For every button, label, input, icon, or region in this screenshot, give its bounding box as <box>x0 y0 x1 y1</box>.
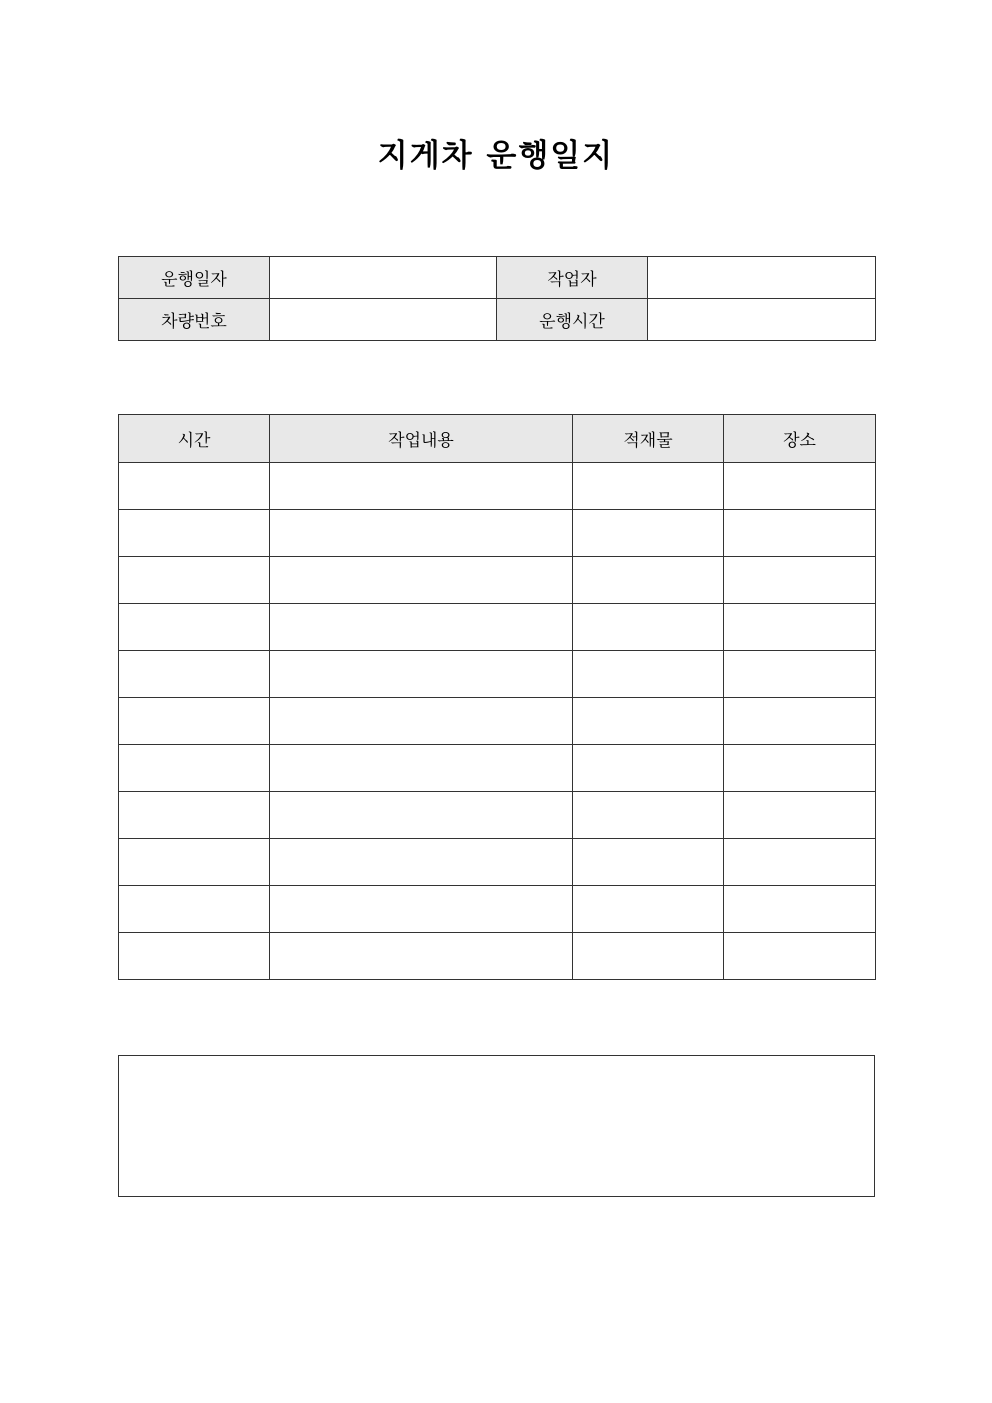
info-row-2 <box>119 299 876 341</box>
location-cell[interactable] <box>724 792 876 839</box>
time-cell[interactable] <box>119 698 270 745</box>
load-cell[interactable] <box>573 792 724 839</box>
worker-label: 작업자 <box>497 257 648 299</box>
location-cell[interactable] <box>724 745 876 792</box>
load-cell[interactable] <box>573 557 724 604</box>
time-cell[interactable] <box>119 745 270 792</box>
document-title: 지게차 운행일지 <box>377 138 615 174</box>
load-cell[interactable] <box>573 510 724 557</box>
info-table <box>118 256 876 341</box>
operation-time-label: 운행시간 <box>497 299 648 341</box>
location-cell[interactable] <box>724 604 876 651</box>
table-row <box>119 792 876 839</box>
time-cell[interactable] <box>119 557 270 604</box>
table-row <box>119 745 876 792</box>
operation-date-field[interactable] <box>270 257 497 299</box>
table-row <box>119 510 876 557</box>
table-row <box>119 463 876 510</box>
load-cell[interactable] <box>573 604 724 651</box>
work-content-cell[interactable] <box>270 463 573 510</box>
location-cell[interactable] <box>724 886 876 933</box>
time-cell[interactable] <box>119 651 270 698</box>
work-content-cell[interactable] <box>270 604 573 651</box>
work-content-cell[interactable] <box>270 886 573 933</box>
time-cell[interactable] <box>119 933 270 980</box>
table-row <box>119 839 876 886</box>
table-row <box>119 886 876 933</box>
operation-time-field[interactable] <box>648 299 876 341</box>
location-cell[interactable] <box>724 933 876 980</box>
work-content-cell[interactable] <box>270 698 573 745</box>
header-time: 시간 <box>119 415 270 463</box>
work-content-cell[interactable] <box>270 510 573 557</box>
log-body <box>119 463 876 980</box>
time-cell[interactable] <box>119 463 270 510</box>
load-cell[interactable] <box>573 463 724 510</box>
load-cell[interactable] <box>573 745 724 792</box>
load-cell[interactable] <box>573 839 724 886</box>
load-cell[interactable] <box>573 886 724 933</box>
memo-box[interactable] <box>118 1055 875 1197</box>
work-content-cell[interactable] <box>270 792 573 839</box>
work-content-cell[interactable] <box>270 557 573 604</box>
time-cell[interactable] <box>119 510 270 557</box>
work-content-cell[interactable] <box>270 745 573 792</box>
location-cell[interactable] <box>724 557 876 604</box>
info-row-1 <box>119 257 876 299</box>
load-cell[interactable] <box>573 698 724 745</box>
table-row <box>119 604 876 651</box>
operation-date-label: 운행일자 <box>119 257 270 299</box>
vehicle-number-label: 차량번호 <box>119 299 270 341</box>
time-cell[interactable] <box>119 604 270 651</box>
work-log-table <box>118 414 876 980</box>
location-cell[interactable] <box>724 839 876 886</box>
load-cell[interactable] <box>573 651 724 698</box>
header-load: 적재물 <box>573 415 724 463</box>
header-location: 장소 <box>724 415 876 463</box>
table-row <box>119 651 876 698</box>
work-content-cell[interactable] <box>270 651 573 698</box>
time-cell[interactable] <box>119 886 270 933</box>
location-cell[interactable] <box>724 651 876 698</box>
location-cell[interactable] <box>724 510 876 557</box>
table-row <box>119 933 876 980</box>
location-cell[interactable] <box>724 463 876 510</box>
table-row <box>119 698 876 745</box>
log-header-row <box>119 415 876 463</box>
work-content-cell[interactable] <box>270 839 573 886</box>
table-row <box>119 557 876 604</box>
time-cell[interactable] <box>119 792 270 839</box>
worker-field[interactable] <box>648 257 876 299</box>
work-content-cell[interactable] <box>270 933 573 980</box>
load-cell[interactable] <box>573 933 724 980</box>
location-cell[interactable] <box>724 698 876 745</box>
header-work-content: 작업내용 <box>270 415 573 463</box>
vehicle-number-field[interactable] <box>270 299 497 341</box>
time-cell[interactable] <box>119 839 270 886</box>
